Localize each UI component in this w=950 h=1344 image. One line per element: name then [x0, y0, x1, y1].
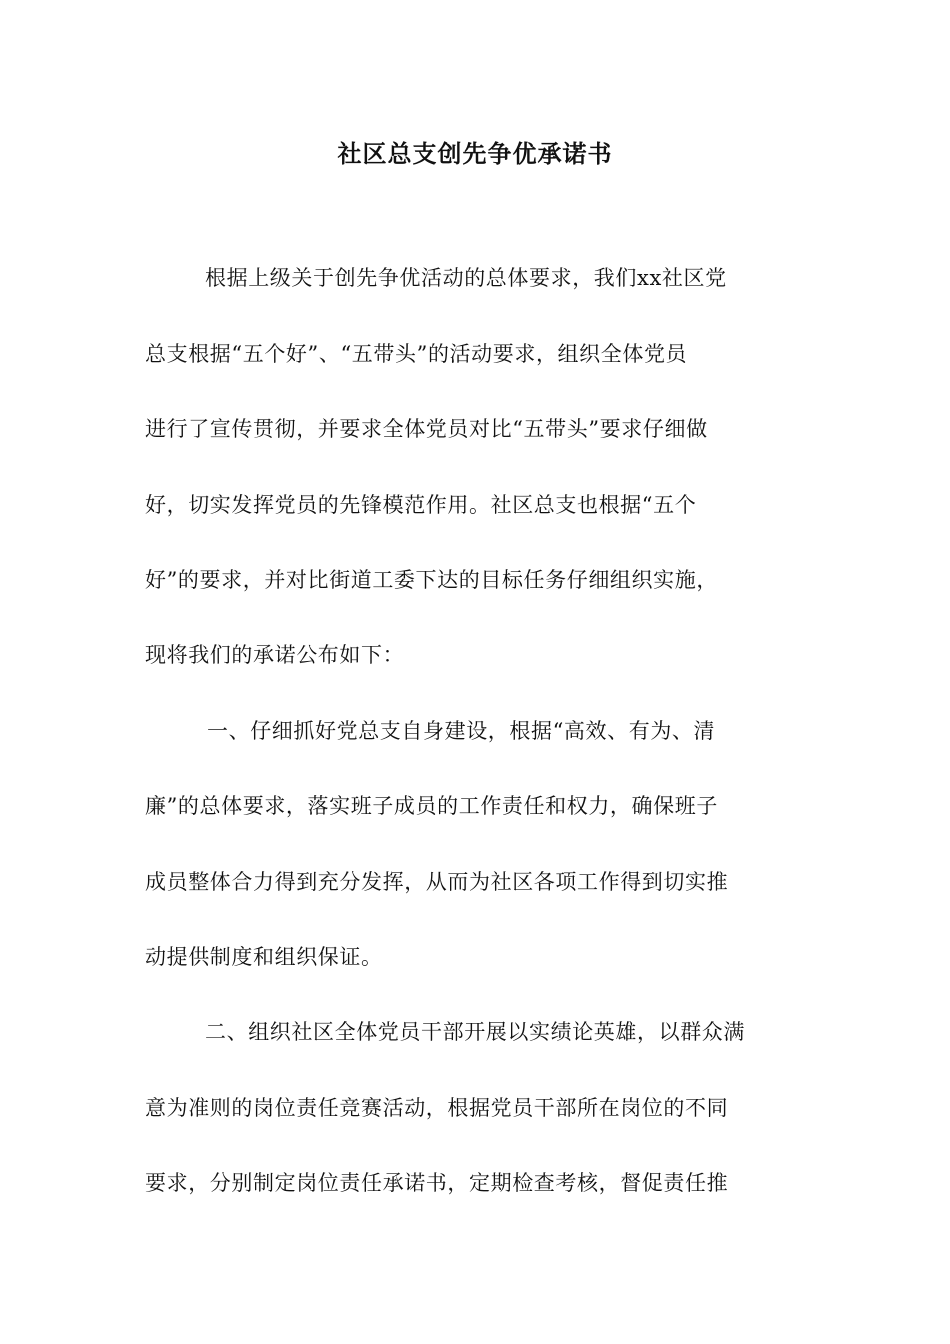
paragraph-line: 动提供制度和组织保证。 [145, 945, 383, 969]
paragraph-line: 一、仔细抓好党总支自身建设，根据“高效、有为、清 [207, 719, 716, 743]
paragraph-line: 好，切实发挥党员的先锋模范作用。社区总支也根据“五个 [145, 493, 697, 517]
paragraph-line: 二、组织社区全体党员干部开展以实绩论英雄，以群众满 [205, 1020, 745, 1044]
paragraph-line: 根据上级关于创先争优活动的总体要求，我们xx社区党 [205, 266, 727, 290]
paragraph-line: 廉”的总体要求，落实班子成员的工作责任和权力，确保班子 [145, 794, 718, 818]
paragraph-line: 要求，分别制定岗位责任承诺书，定期检查考核，督促责任推 [145, 1171, 729, 1195]
document-title: 社区总支创先争优承诺书 [337, 139, 613, 168]
paragraph-line: 意为准则的岗位责任竞赛活动，根据党员干部所在岗位的不同 [145, 1096, 729, 1120]
paragraph-line: 进行了宣传贯彻，并要求全体党员对比“五带头”要求仔细做 [145, 417, 708, 441]
paragraph-line: 成员整体合力得到充分发挥，从而为社区各项工作得到切实推 [145, 870, 729, 894]
paragraph-line: 好”的要求，并对比街道工委下达的目标任务仔细组织实施， [145, 568, 718, 592]
paragraph-line: 现将我们的承诺公布如下： [145, 643, 405, 667]
paragraph-line: 总支根据“五个好”、“五带头”的活动要求，组织全体党员 [145, 342, 688, 366]
